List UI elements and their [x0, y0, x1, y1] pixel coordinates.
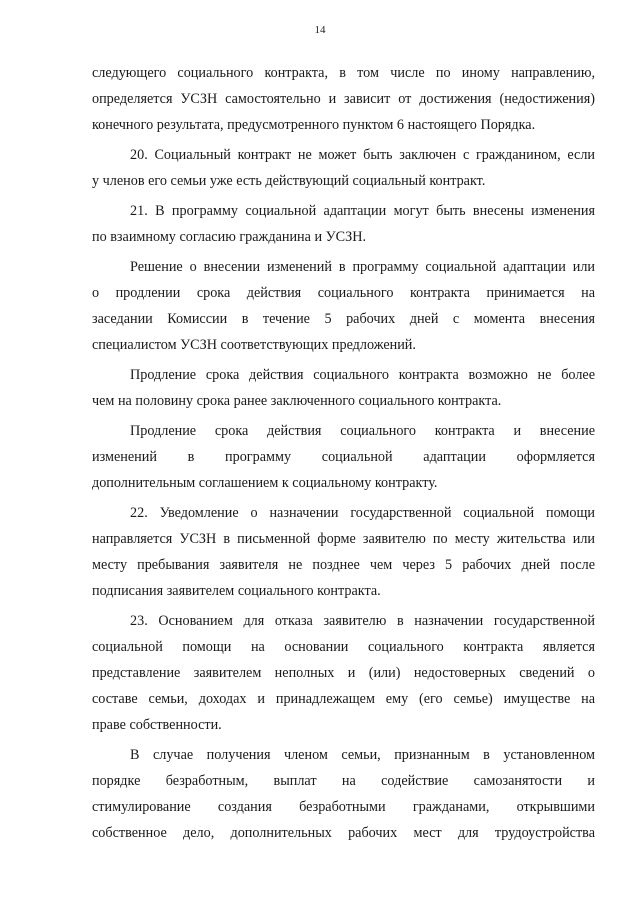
text-line: представление заявителем неполных и (или) недостоверных сведений о — [92, 665, 595, 681]
text-line: 23. Основанием для отказа заявителю в назначении государственной — [130, 613, 595, 629]
paragraph — [92, 608, 595, 738]
paragraph — [92, 198, 595, 250]
paragraph — [92, 254, 595, 358]
text-line: дополнительным соглашением к социальному контракту. — [92, 475, 438, 491]
paragraph — [92, 418, 595, 496]
text-line: конечного результата, предусмотренного пунктом 6 настоящего Порядка. — [92, 117, 536, 133]
text-line: социальной помощи на основании социального контракта является — [92, 639, 595, 655]
text-line: праве собственности. — [92, 717, 222, 733]
text-line: у членов его семьи уже есть действующий социальный контракт. — [92, 173, 486, 189]
paragraph — [92, 742, 595, 846]
text-line: чем на половину срока ранее заключенного социального контракта. — [92, 393, 502, 409]
text-line: 21. В программу социальной адаптации могут быть внесены изменения — [130, 203, 595, 219]
paragraph — [92, 362, 595, 414]
text-line: по взаимному согласию гражданина и УСЗН. — [92, 229, 367, 245]
text-line: о продлении срока действия социального контракта принимается на — [92, 285, 595, 301]
text-line: 20. Социальный контракт не может быть заключен с гражданином, если — [130, 147, 595, 163]
text-line: В случае получения членом семьи, признанным в установленном — [130, 747, 595, 763]
paragraph — [92, 500, 595, 604]
paragraph — [92, 142, 595, 194]
text-line: месту пребывания заявителя не позднее чем через 5 рабочих дней после — [92, 557, 595, 573]
paragraph — [92, 60, 595, 138]
text-line: следующего социального контракта, в том числе по иному направлению, — [92, 65, 595, 81]
text-line: составе семьи, доходах и принадлежащем ему (его семье) имуществе на — [92, 691, 595, 707]
text-line: порядке безработным, выплат на содействие самозанятости и — [92, 773, 595, 789]
page-number: 14 — [314, 24, 326, 36]
text-line: собственное дело, дополнительных рабочих мест для трудоустройства — [92, 825, 595, 841]
text-line: Решение о внесении изменений в программу социальной адаптации или — [130, 259, 595, 275]
text-line: определяется УСЗН самостоятельно и зависит от достижения (недостижения) — [92, 91, 595, 107]
text-line: заседании Комиссии в течение 5 рабочих дней с момента внесения — [92, 311, 595, 327]
text-line: Продление срока действия социального контракта и внесение — [130, 423, 595, 439]
text-line: стимулирование создания безработными гражданами, открывшими — [92, 799, 595, 815]
text-line: 22. Уведомление о назначении государственной социальной помощи — [130, 505, 595, 521]
text-line: изменений в программу социальной адаптации оформляется — [92, 449, 595, 465]
text-line: направляется УСЗН в письменной форме заявителю по месту жительства или — [92, 531, 595, 547]
text-line: подписания заявителем социального контракта. — [92, 583, 381, 599]
document-body — [92, 60, 595, 846]
text-line: Продление срока действия социального контракта возможно не более — [130, 367, 595, 383]
text-line: специалистом УСЗН соответствующих предложений. — [92, 337, 416, 353]
